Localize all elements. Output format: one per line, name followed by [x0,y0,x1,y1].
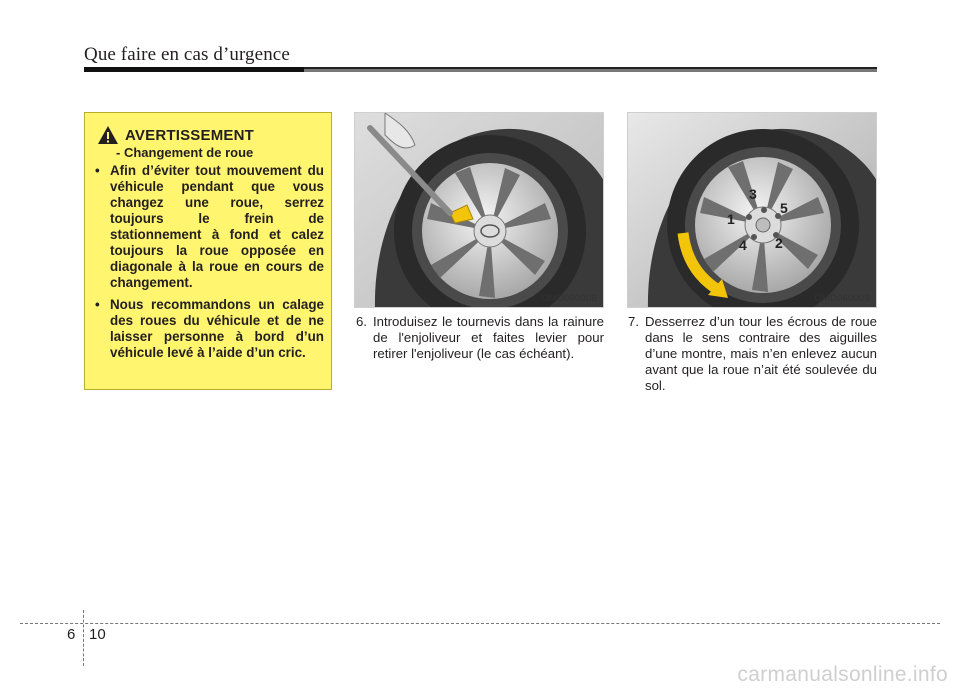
chapter-number: 6 [67,626,76,643]
figure-wheel-cover-removal [354,112,604,308]
header-rule [84,67,877,72]
wheel-illustration [355,113,604,308]
step-6 [356,314,604,362]
warning-box [84,112,332,390]
warning-title: AVERTISSEMENT [125,126,255,144]
warning-heading [97,125,254,145]
warning-item [95,297,324,361]
warning-item-text: Afin d’éviter tout mouvement du véhicule pendant que vous changez une roue, serrez toujours le frein de stationnement à fond et calez toujours la roue opposée en diagonale à la roue en cours de changement. [110,163,324,290]
warning-item [95,163,324,291]
bullet: • [95,163,100,178]
step-number: 6. [356,314,367,329]
nut-label: 5 [780,200,788,216]
warning-triangle-icon [97,125,119,145]
nut-label: 2 [775,235,783,251]
nut-label: 3 [749,186,757,202]
bullet: • [95,297,100,312]
warning-subtitle: - Changement de roue [116,145,254,160]
nut-label: 1 [727,211,735,227]
figure-code: OMD060006 [541,293,597,304]
step-number: 7. [628,314,639,329]
page-number: 10 [89,626,106,643]
step-text: Desserrez d’un tour les écrous de roue dans le sens contraire des aiguilles d’une montre, mais n’en enlevez aucun avant que la roue n’ait été soulevée du sol. [645,314,877,393]
footer-vertical-divider [83,610,84,666]
step-7 [628,314,877,394]
step-text: Introduisez le tournevis dans la rainure de l'enjoliveur et faites levier pour retirer l'enjoliveur (le cas échéant). [373,314,604,361]
warning-item-text: Nous recommandons un calage des roues du véhicule et de ne laisser personne à bord d’un véhicule levé à l’aide d’un cric. [110,297,324,360]
watermark: carmanualsonline.info [737,663,948,686]
warning-list [95,163,324,367]
wheel-illustration [628,113,877,308]
figure-loosen-lug-nuts [627,112,877,308]
figure-code: OMD060009 [814,293,870,304]
nut-label: 4 [739,237,747,253]
page-header-title: Que faire en cas d’urgence [84,44,290,65]
footer-divider [20,623,940,624]
